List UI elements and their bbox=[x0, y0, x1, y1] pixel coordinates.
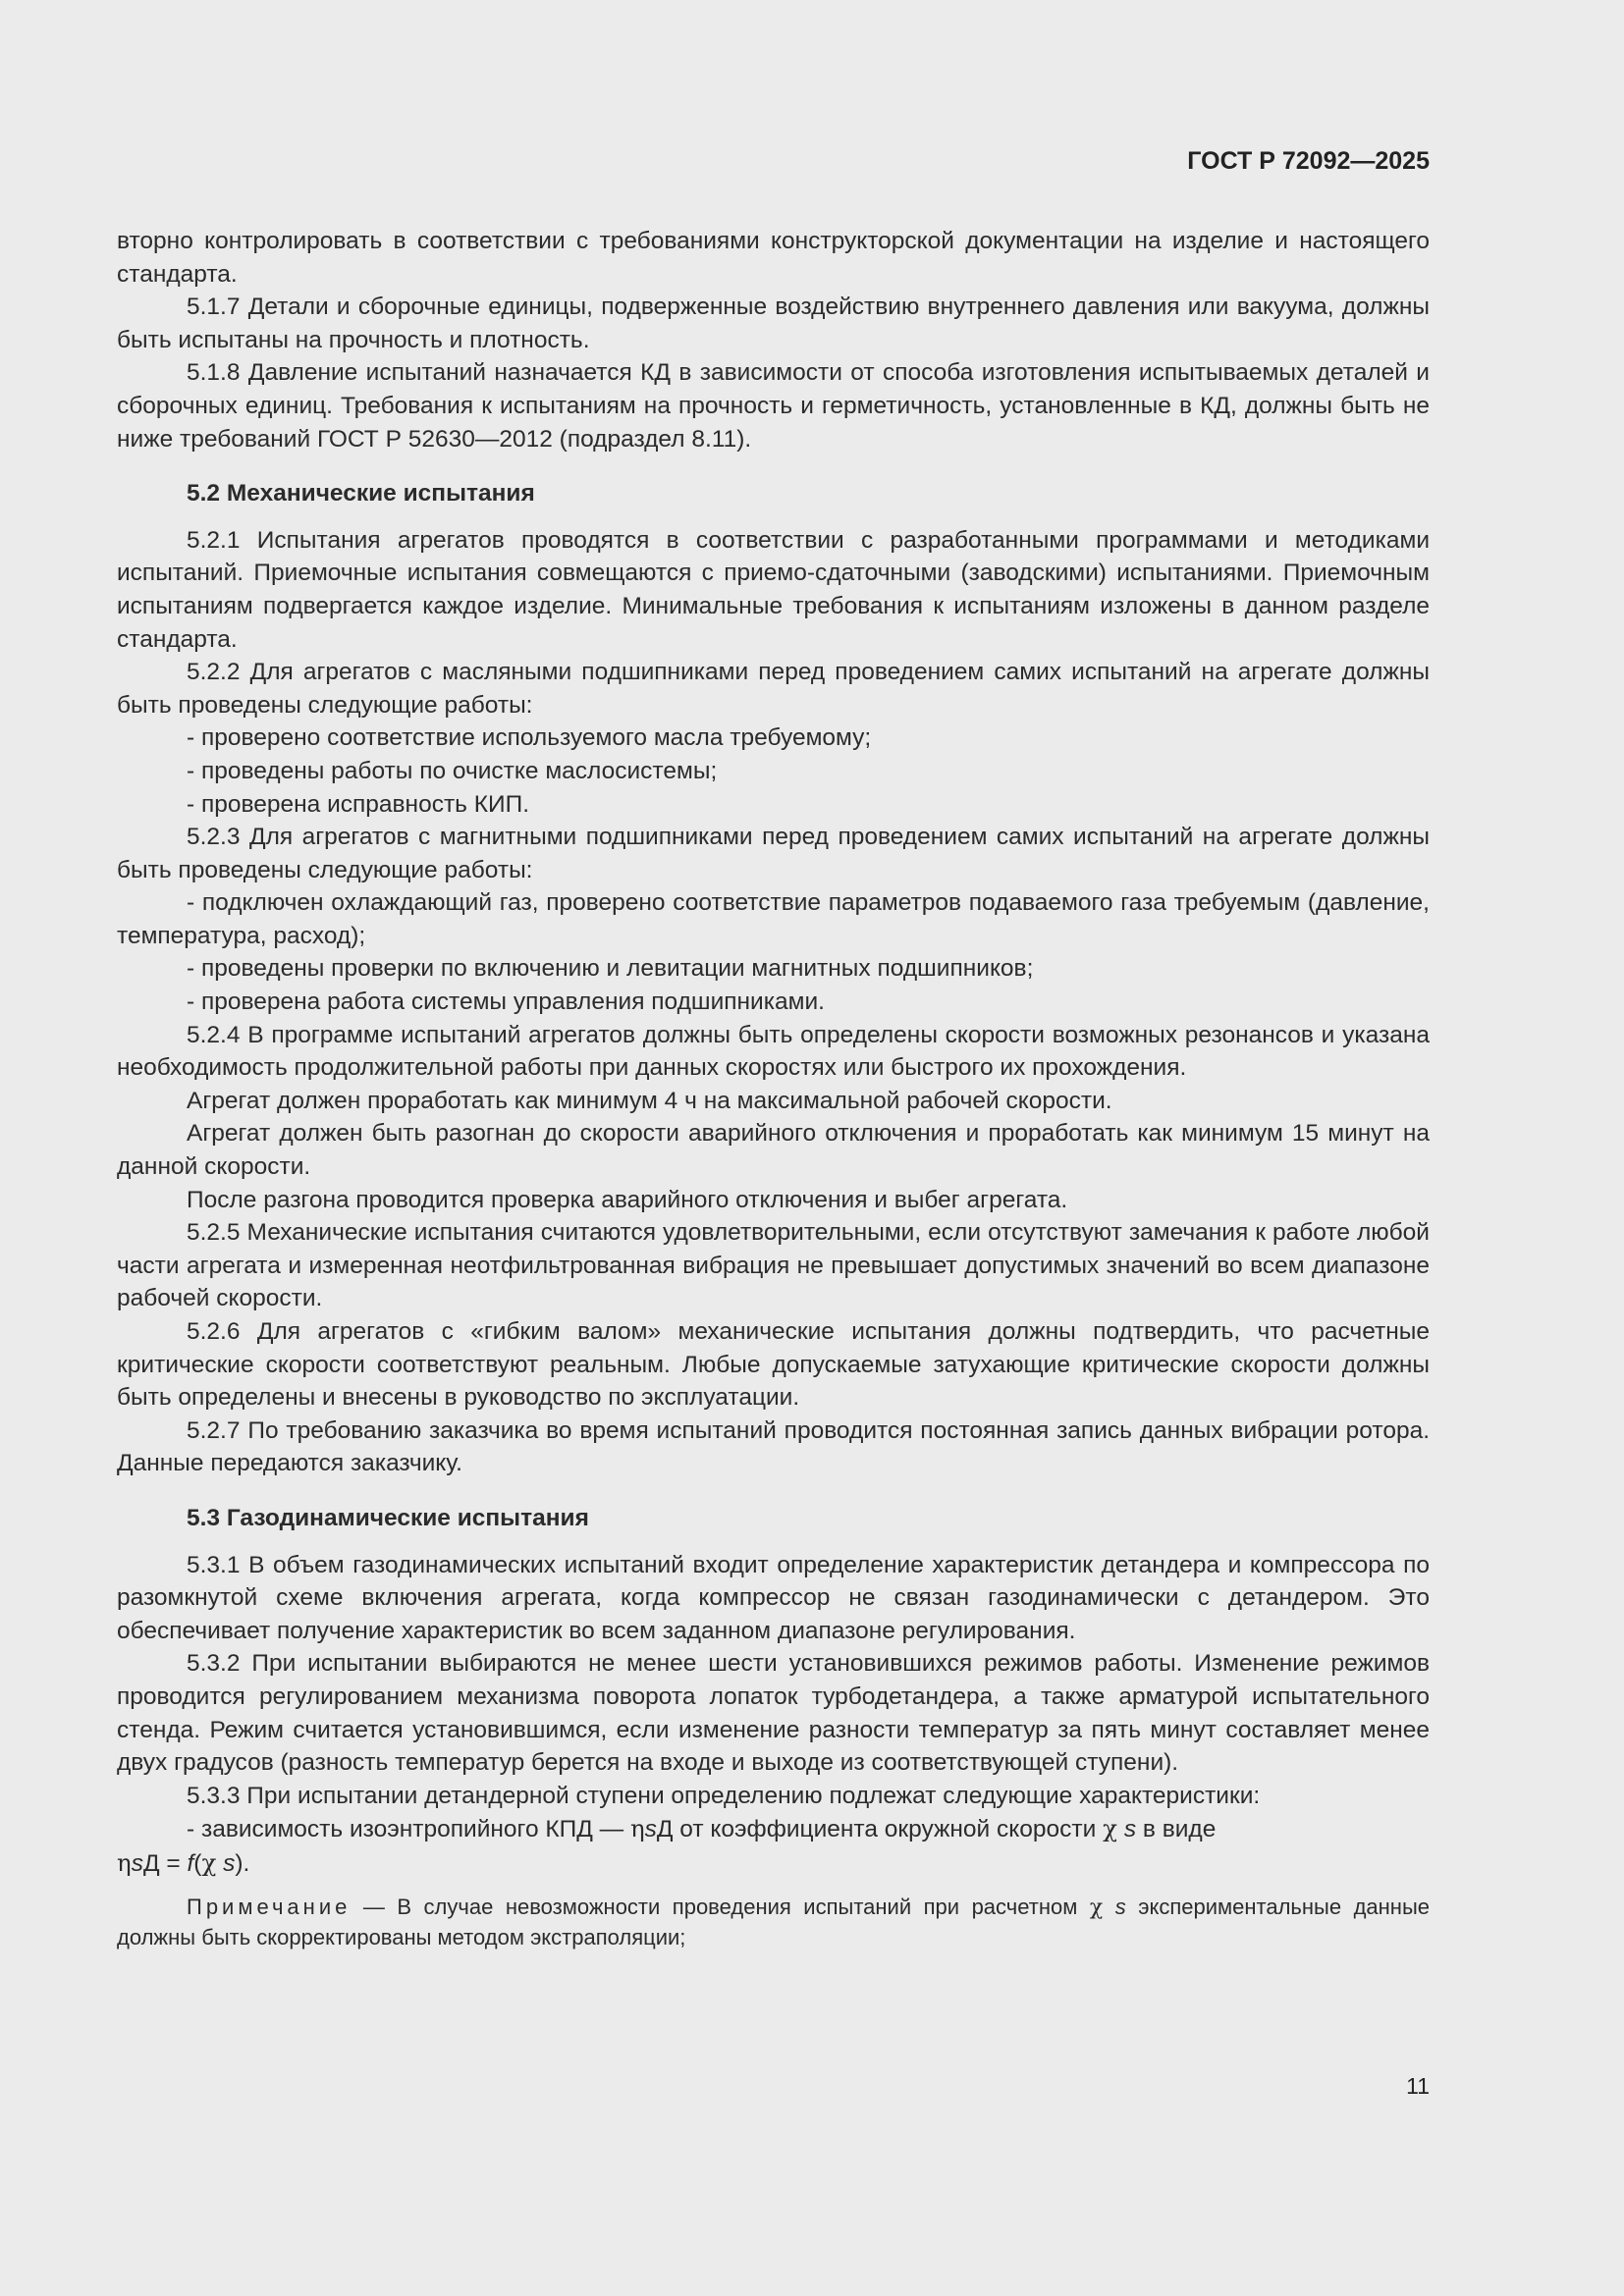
note-paragraph bbox=[117, 1893, 1430, 1952]
note-text-1: — В случае невозможности проведения испытаний при расчетном bbox=[351, 1894, 1090, 1919]
chi-symbol: χ bbox=[1089, 1895, 1104, 1920]
paragraph-5-3-2: 5.3.2 При испытании выбираются не менее шести установившихся режимов работы. Изменение режимов проводится регулированием механизма поворота лопаток турбодетандера, а также арматурой испытательного стенда. Режим считается установившимся, если изменение разности температур за пять минут составляет менее двух градусов (разность температур берется на входе и выходе из соответствующей ступени). bbox=[117, 1650, 1430, 1777]
list-item: - проверена исправность КИП. bbox=[187, 790, 530, 818]
chi-symbol: χ bbox=[1103, 1814, 1117, 1843]
paragraph-5-2-6: 5.2.6 Для агрегатов с «гибким валом» механические испытания должны подтвердить, что расчетные критические скорости соответствуют реальным. Любые допускаемые затухающие критические скорости должны быть определены и внесены в руководство по эксплуатации. bbox=[117, 1318, 1430, 1412]
paragraph-5-2-4-c: После разгона проводится проверка аварийного отключения и выбег агрегата. bbox=[187, 1186, 1068, 1213]
s-symbol: s bbox=[131, 1849, 143, 1877]
s-symbol: s bbox=[1114, 1894, 1126, 1919]
paragraph-5-1-8: 5.1.8 Давление испытаний назначается КД в зависимости от способа изготовления испытываемых деталей и сборочных единиц. Требования к испытаниям на прочность и герметичность, установленные в КД, должны быть не ниже требований ГОСТ Р 52630—2012 (подраздел 8.11). bbox=[117, 359, 1430, 453]
eta-symbol: η bbox=[629, 1814, 645, 1843]
paragraph-5-1-7: 5.1.7 Детали и сборочные единицы, подверженные воздействию внутреннего давления или вакуума, должны быть испытаны на прочность и плотность. bbox=[117, 294, 1430, 353]
paragraph-5-2-1: 5.2.1 Испытания агрегатов проводятся в соответствии с разработанными программами и методиками испытаний. Приемочные испытания совмещаются с приемо-сдаточными (заводскими) испытаниями. Приемочным испытаниям подвергается каждое изделие. Минимальные требования к испытаниям изложены в данном разделе стандарта. bbox=[117, 526, 1430, 653]
list-item: - проведены работы по очистке маслосистемы; bbox=[187, 757, 718, 784]
paragraph-5-2-3: 5.2.3 Для агрегатов с магнитными подшипниками перед проведением самих испытаний на агрегате должны быть проведены следующие работы: bbox=[117, 824, 1430, 883]
paragraph-5-2-7: 5.2.7 По требованию заказчика во время испытаний проводится постоянная запись данных вибрации ротора. Данные передаются заказчику. bbox=[117, 1416, 1430, 1477]
list-item: - проведены проверки по включению и левитации магнитных подшипников; bbox=[187, 955, 1034, 983]
section-title-5-3: 5.3 Газодинамические испытания bbox=[187, 1504, 589, 1531]
s-symbol: s bbox=[644, 1816, 657, 1843]
paragraph-5-2-4: 5.2.4 В программе испытаний агрегатов должны быть определены скорости возможных резонансов и указана необходимость продолжительной работы при данных скоростях или быстрого их прохождения. bbox=[117, 1021, 1430, 1082]
chi-symbol: χ bbox=[201, 1847, 217, 1877]
item-text-pre: - зависимость изоэнтропийного КПД — bbox=[187, 1816, 630, 1843]
paragraph-5-3-3: 5.3.3 При испытании детандерной ступени определению подлежат следующие характеристики: bbox=[187, 1782, 1261, 1809]
paragraph-5-2-2: 5.2.2 Для агрегатов с масляными подшипниками перед проведением самих испытаний на агрегате должны быть проведены следующие работы: bbox=[117, 659, 1430, 719]
section-title-5-2: 5.2 Механические испытания bbox=[187, 480, 535, 507]
formula-function: f bbox=[187, 1849, 194, 1877]
standard-header: ГОСТ Р 72092—2025 bbox=[1187, 147, 1430, 175]
eta-symbol: η bbox=[117, 1847, 132, 1877]
list-item: - подключен охлаждающий газ, проверено соответствие параметров подаваемого газа требуемым (давление, температура, расход); bbox=[117, 889, 1430, 949]
item-text-post: в виде bbox=[1136, 1816, 1217, 1843]
page-number: 11 bbox=[1406, 2073, 1430, 2099]
paragraph-continuation: вторно контролировать в соответствии с требованиями конструкторской документации на изделие и настоящего стандарта. bbox=[117, 228, 1430, 288]
list-item-formula bbox=[117, 1812, 1430, 1880]
s-symbol: s bbox=[1123, 1816, 1137, 1843]
document-body bbox=[117, 225, 1430, 1952]
d-subscript: Д bbox=[656, 1816, 674, 1843]
note-text-2: экспериментальные данные должны быть скорректированы методом экстраполяции; bbox=[117, 1894, 1430, 1949]
formula-close-paren: ). bbox=[235, 1849, 250, 1877]
paragraph-5-2-5: 5.2.5 Механические испытания считаются удовлетворительными, если отсутствуют замечания к работе любой части агрегата и измеренная неотфильтрованная вибрация не превышает допустимых значений во всем диапазоне рабочей скорости. bbox=[117, 1219, 1430, 1312]
formula-equals: = bbox=[159, 1849, 188, 1877]
formula-open-paren: ( bbox=[193, 1849, 202, 1877]
list-item: - проверено соответствие используемого масла требуемому; bbox=[187, 724, 872, 752]
paragraph-5-2-4-a: Агрегат должен проработать как минимум 4 ч на максимальной рабочей скорости. bbox=[187, 1087, 1112, 1114]
item-text-mid: от коэффициента окружной скорости bbox=[673, 1816, 1104, 1843]
paragraph-5-2-4-b: Агрегат должен быть разогнан до скорости аварийного отключения и проработать как минимум 15 минут на данной скорости. bbox=[117, 1120, 1430, 1181]
list-item: - проверена работа системы управления подшипниками. bbox=[187, 988, 825, 1016]
note-label: Примечание bbox=[187, 1894, 352, 1919]
d-subscript: Д bbox=[142, 1849, 160, 1877]
paragraph-5-3-1: 5.3.1 В объем газодинамических испытаний входит определение характеристик детандера и компрессора по разомкнутой схеме включения агрегата, когда компрессор не связан газодинамически с детандером. Это обеспечивает получение характеристик во всем заданном диапазоне регулирования. bbox=[117, 1551, 1430, 1644]
s-symbol: s bbox=[223, 1849, 236, 1877]
